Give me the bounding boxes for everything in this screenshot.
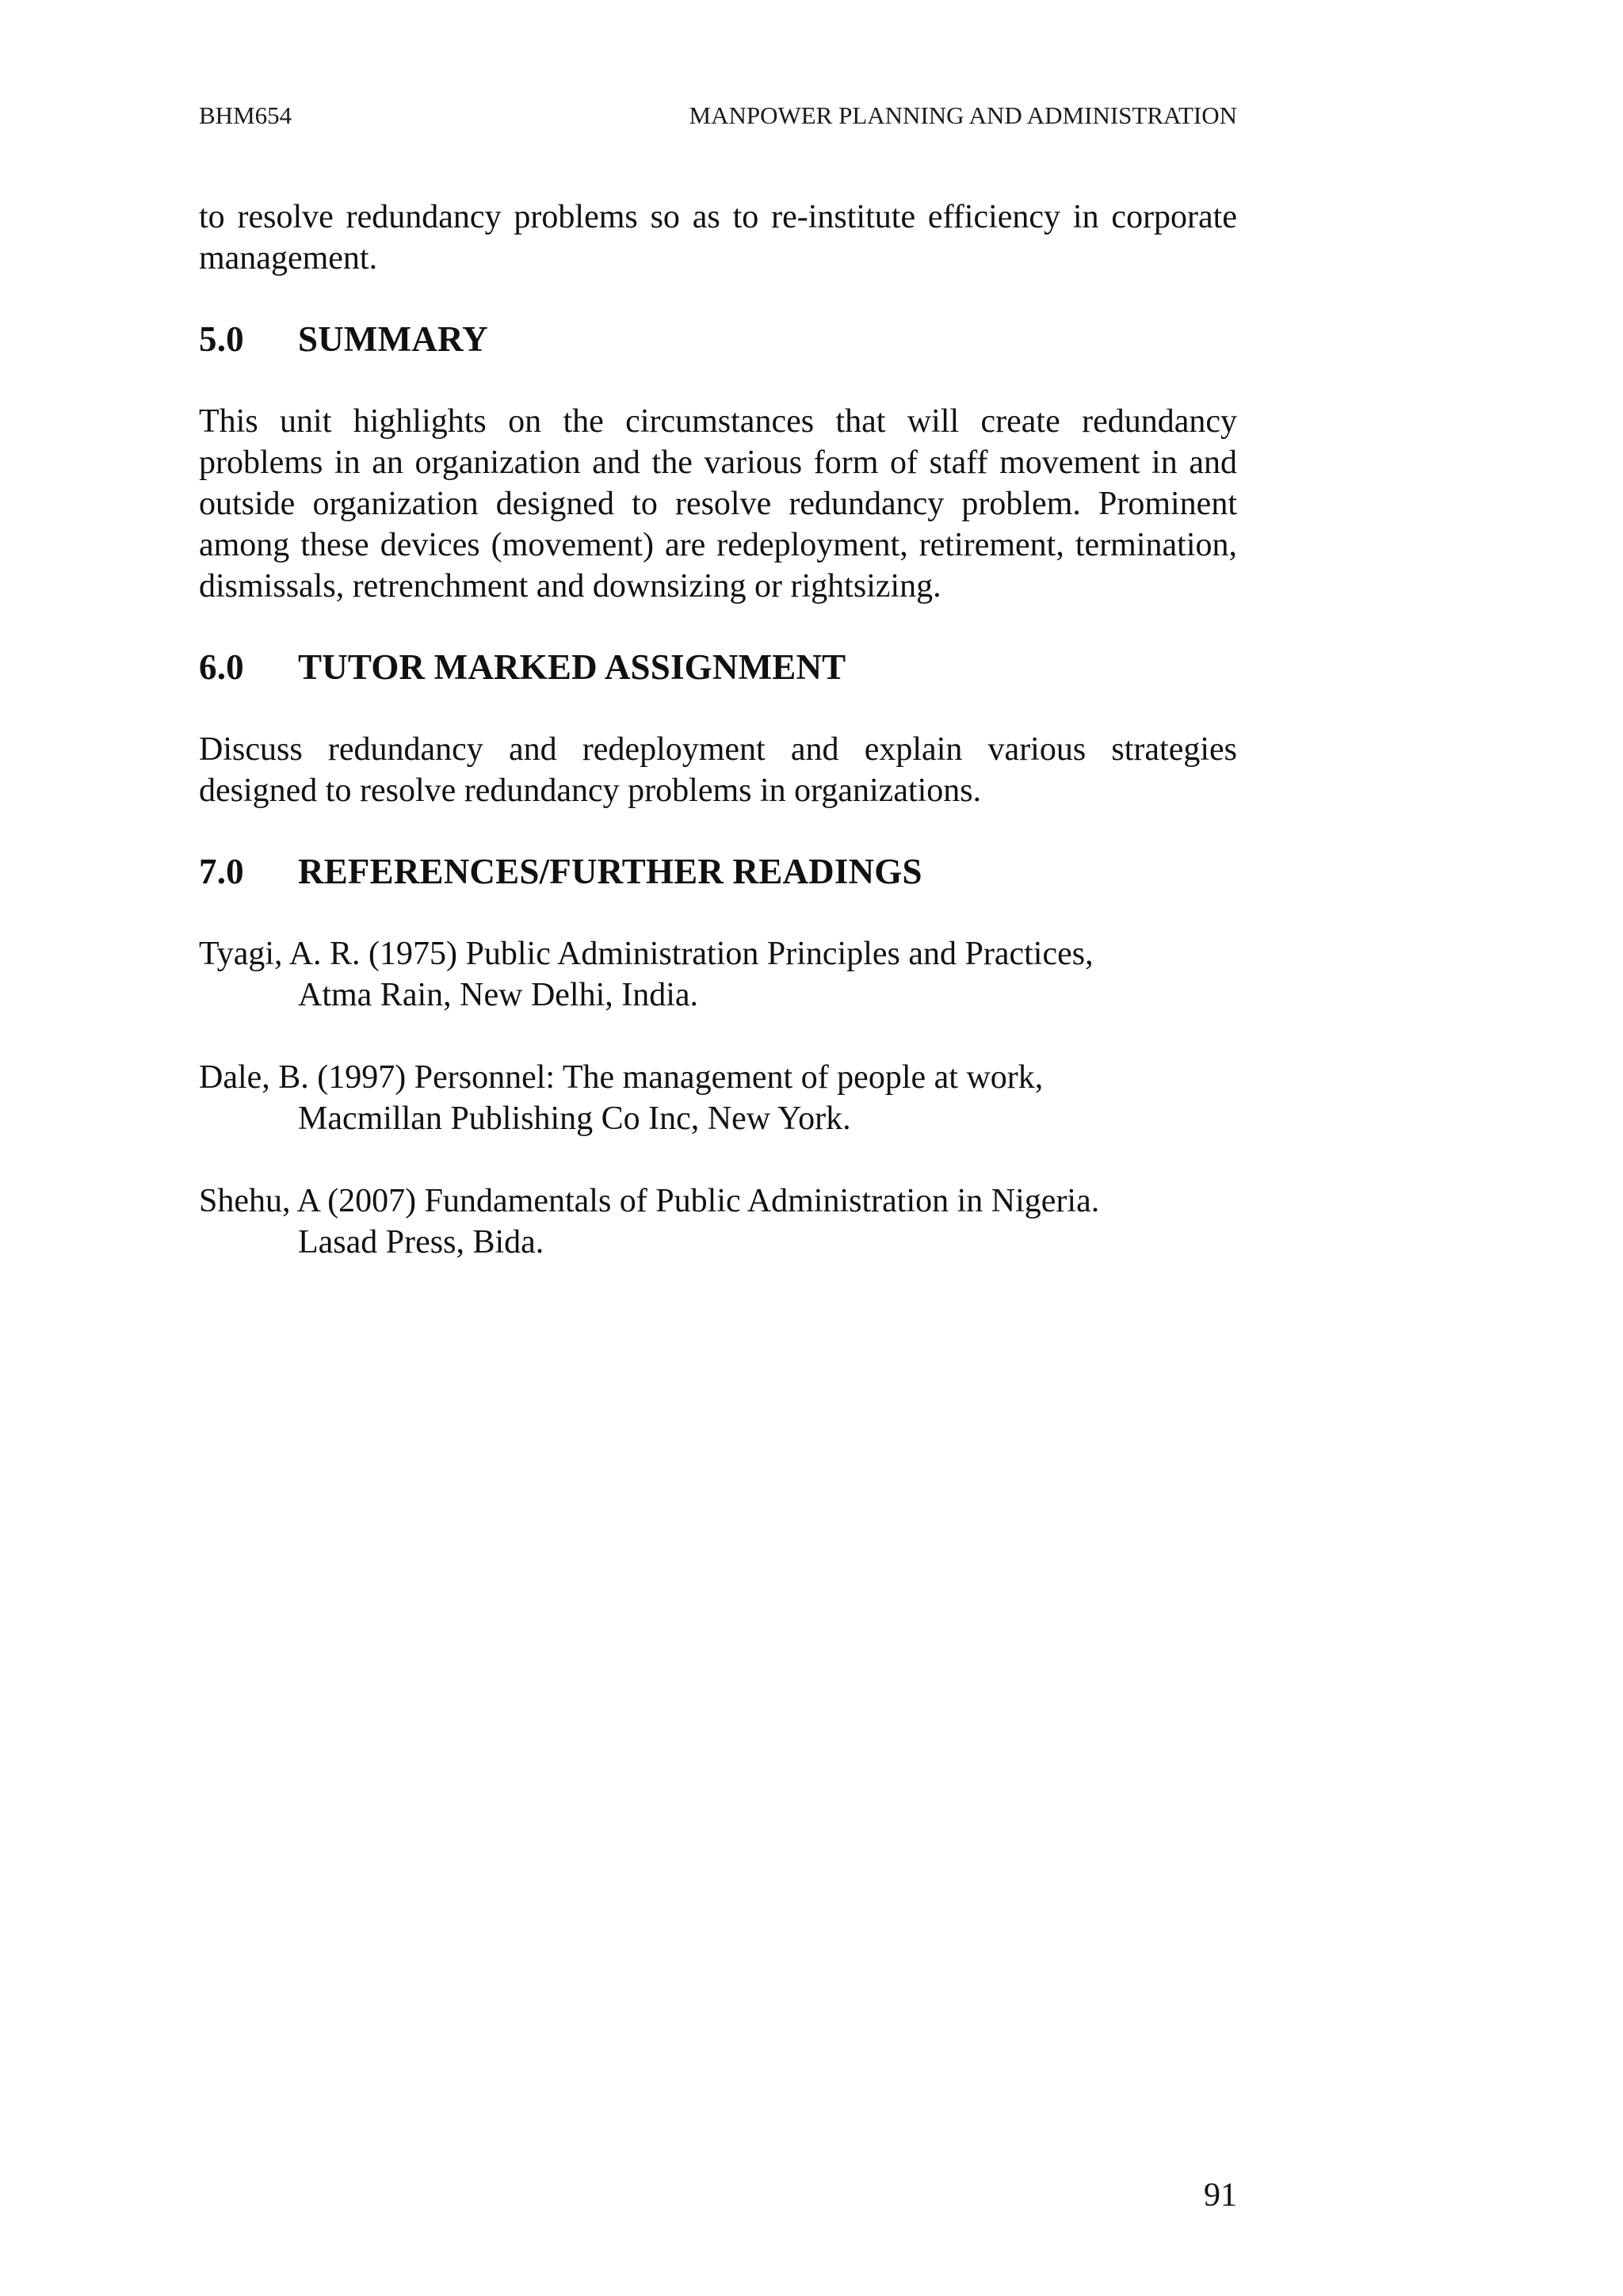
assignment-paragraph: Discuss redundancy and redeployment and explain various strategies designed to resolve redundancy problems in organizations. <box>199 731 1237 809</box>
reference-line: Shehu, A (2007) Fundamentals of Public Administration in Nigeria. <box>199 1183 1100 1219</box>
reference-continuation: Atma Rain, New Delhi, India. <box>298 977 699 1013</box>
reference-continuation: Macmillan Publishing Co Inc, New York. <box>298 1100 851 1137</box>
page-number: 91 <box>1204 2177 1237 2214</box>
running-header <box>199 100 1237 132</box>
section-heading-references <box>199 849 1237 894</box>
reference-line: Dale, B. (1997) Personnel: The management of people at work, <box>199 1059 1044 1096</box>
summary-paragraph: This unit highlights on the circumstances that will create redundancy problems in an organization and the various form of staff movement in and outside organization designed to resolve redundancy problem. Prominent among these devices (movement) are redeployment, retirement, termination, dismissals, retrenchment and downsizing or rightsizing. <box>199 403 1237 605</box>
reference-list <box>199 933 1237 1263</box>
section-number: 7.0 <box>199 852 244 891</box>
course-code: BHM654 <box>199 101 292 129</box>
section-number: 5.0 <box>199 319 244 359</box>
reference-continuation: Lasad Press, Bida. <box>298 1224 544 1261</box>
reference-item <box>199 1057 1237 1139</box>
section-heading-tutor-marked-assignment <box>199 645 1237 689</box>
course-title: MANPOWER PLANNING AND ADMINISTRATION <box>689 101 1237 129</box>
section-title: REFERENCES/FURTHER READINGS <box>298 852 922 891</box>
section-number: 6.0 <box>199 647 244 687</box>
reference-item <box>199 1180 1237 1263</box>
section-title: TUTOR MARKED ASSIGNMENT <box>298 647 846 687</box>
reference-item <box>199 933 1237 1016</box>
page-content <box>199 196 1237 1263</box>
reference-line: Tyagi, A. R. (1975) Public Administration Principles and Practices, <box>199 936 1094 972</box>
section-heading-summary <box>199 317 1237 361</box>
section-title: SUMMARY <box>298 319 488 359</box>
intro-paragraph: to resolve redundancy problems so as to re-institute efficiency in corporate management. <box>199 199 1237 277</box>
